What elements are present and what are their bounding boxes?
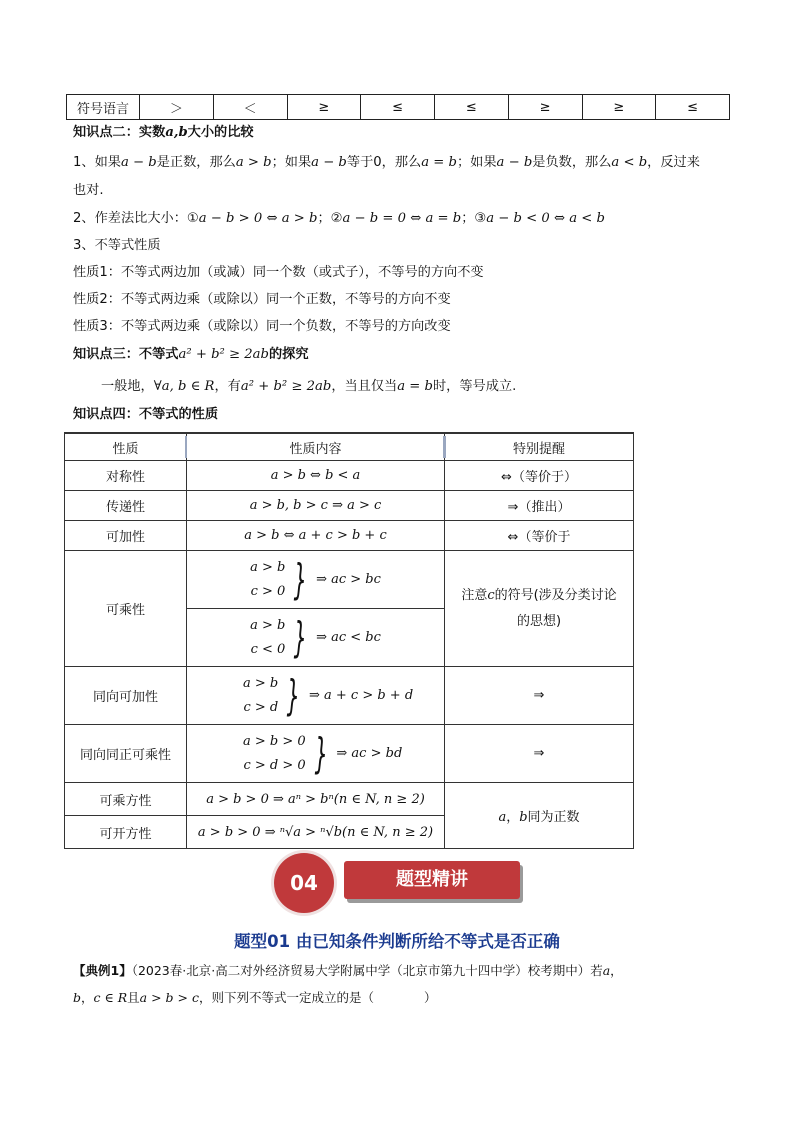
kp2-heading [73,124,254,142]
text: 等于0，那么 [346,155,422,170]
row-content: a > b > 0 ⇒ aⁿ > bⁿ(n ∈ N, n ≥ 2) [187,783,445,816]
text: ；如果 [271,155,312,170]
symbol-cell: ≥ [508,95,582,120]
kp2-line-1b: 也对. [73,183,104,198]
table-header-row [65,433,634,461]
text: ；③ [461,211,487,226]
header-note: 特别提醒 [445,433,634,461]
math: a² + b² ≥ 2ab [240,379,332,394]
table-row [65,491,634,521]
math: a − b < 0 ⇔ a < b [486,211,605,226]
math: a − b [311,155,347,170]
kp2-line-1 [73,154,700,172]
math: c ∈ R [93,990,128,1005]
row-content: a > b ⇔ b < a [187,461,445,491]
text: ，则下列不等式一定成立的是（ ） [198,990,437,1005]
kp2-heading-suffix: 大小的比较 [187,125,254,140]
header-content: 性质内容 [187,433,445,461]
cond-bottom: c < 0 [250,641,286,657]
text: （2023春·北京·高二对外经济贸易大学附属中学（北京市第九十四中学）校考期中）若 [131,963,603,978]
cond-result: ⇒ ac < bc [316,630,381,645]
cond-top: a > b [250,559,286,575]
row-content [187,609,445,667]
row-name: 同向同正可乘性 [65,725,187,783]
symbol-language-table [66,94,730,120]
table-row [65,521,634,551]
cond-result: ⇒ ac > bd [336,746,403,761]
row-note: ⇒ [445,667,634,725]
text: ，有 [214,379,241,394]
row-content [187,667,445,725]
table-row [65,667,634,725]
row-name: 传递性 [65,491,187,521]
kp2-heading-text: 知识点二：实数 [73,125,166,140]
text: 2、作差法比大小：① [73,211,199,226]
header-property: 性质 [65,433,187,461]
symbol-row-label: 符号语言 [67,95,140,120]
cond-bottom: c > d [243,699,279,715]
question-type-title: 题型01 由已知条件判断所给不等式是否正确 [234,932,560,951]
cond-top: a > b [243,675,279,691]
kp3-body [101,378,516,396]
math: a > b > c [139,990,199,1005]
symbol-cell: ≤ [361,95,435,120]
row-name: 对称性 [65,461,187,491]
brace-icon: } [294,612,308,662]
cond-result: ⇒ a + c > b + d [308,688,414,703]
math: c [487,587,495,603]
cond-top: a > b > 0 [243,733,306,749]
text: 是正数，那么 [156,155,236,170]
text: ；② [317,211,343,226]
math: a − b = 0 ⇔ a = b [342,211,462,226]
math: a = b [421,155,457,170]
inequality-properties-table [64,432,634,849]
text: ，当且仅当 [331,379,398,394]
text: ， [506,810,520,825]
text: ，反过来 [647,155,700,170]
text: 且 [127,990,140,1005]
row-content: a > b, b > c ⇒ a > c [187,491,445,521]
table-row [67,95,730,120]
math: a − b [120,155,157,170]
table-row [65,461,634,491]
symbol-cell: ＜ [213,95,287,120]
cond-bottom: c > d > 0 [243,757,306,773]
row-note: ⇒ [445,725,634,783]
kp2-line-3: 3、不等式性质 [73,238,161,253]
cond-result: ⇒ ac > bc [316,572,381,587]
table-row [65,725,634,783]
text: 一般地， [101,379,154,394]
symbol-cell: ＞ [140,95,214,120]
property-3: 性质3：不等式两边乘（或除以）同一个负数，不等号的方向改变 [73,319,451,334]
text: ， [610,963,623,978]
math: a [602,963,611,978]
property-2: 性质2：不等式两边乘（或除以）同一个正数，不等号的方向不变 [73,292,451,307]
row-content [187,725,445,783]
math: a [498,810,507,825]
math: b [73,990,82,1005]
section-banner: 题型精讲 [344,861,520,899]
section-number-badge: 04 [274,853,334,913]
kp3-heading [73,346,309,364]
kp4-heading: 知识点四：不等式的性质 [73,407,219,422]
cond-bottom: c > 0 [250,583,286,599]
text: 是负数，那么 [532,155,612,170]
text: 1、如果 [73,155,121,170]
math: b [519,810,528,825]
kp3-heading-math: a² + b² ≥ 2ab [178,347,269,362]
row-content [187,551,445,609]
kp3-heading-suffix: 的探究 [268,347,309,362]
row-name: 同向可加性 [65,667,187,725]
property-1: 性质1：不等式两边加（或减）同一个数（或式子），不等号的方向不变 [73,265,484,280]
brace-icon: } [286,670,301,720]
row-content: a > b > 0 ⇒ ⁿ√a > ⁿ√b(n ∈ N, n ≥ 2) [187,816,445,849]
row-name: 可开方性 [65,816,187,849]
table-row [65,783,634,816]
text: 注意 [461,587,488,603]
text: ， [81,990,94,1005]
text: 同为正数 [527,810,580,825]
text: ；如果 [456,155,497,170]
symbol-cell: ≥ [582,95,656,120]
row-note [445,783,634,849]
math: ∀a, b ∈ R [153,379,215,394]
math: a − b [496,155,533,170]
example-tag: 【典例1】 [73,963,132,978]
row-note: ⇒（推出） [445,491,634,521]
math: a = b [397,379,433,394]
kp2-line-2 [73,210,605,228]
brace-icon: } [294,554,308,604]
row-note: ⇔（等价于） [445,461,634,491]
row-name: 可加性 [65,521,187,551]
table-row [65,551,634,609]
symbol-cell: ≥ [287,95,361,120]
brace-icon: } [314,728,328,778]
kp2-heading-math: a,b [165,125,188,140]
row-name: 可乘方性 [65,783,187,816]
example-line-1 [73,962,623,980]
text: 的符号(涉及分类讨论 [494,587,617,603]
row-note [445,551,634,667]
row-note: ⇔（等价于 [445,521,634,551]
text: 时，等号成立. [433,379,517,394]
cond-top: a > b [250,617,286,633]
math: a > b [235,155,272,170]
math: a < b [611,155,648,170]
math: a − b > 0 ⇔ a > b [198,211,318,226]
kp3-heading-text: 知识点三：不等式 [73,347,179,362]
example-line-2 [73,989,436,1007]
text: 的思想) [516,613,562,629]
symbol-cell: ≤ [656,95,730,120]
row-name: 可乘性 [65,551,187,667]
symbol-cell: ≤ [435,95,509,120]
row-content: a > b ⇔ a + c > b + c [187,521,445,551]
